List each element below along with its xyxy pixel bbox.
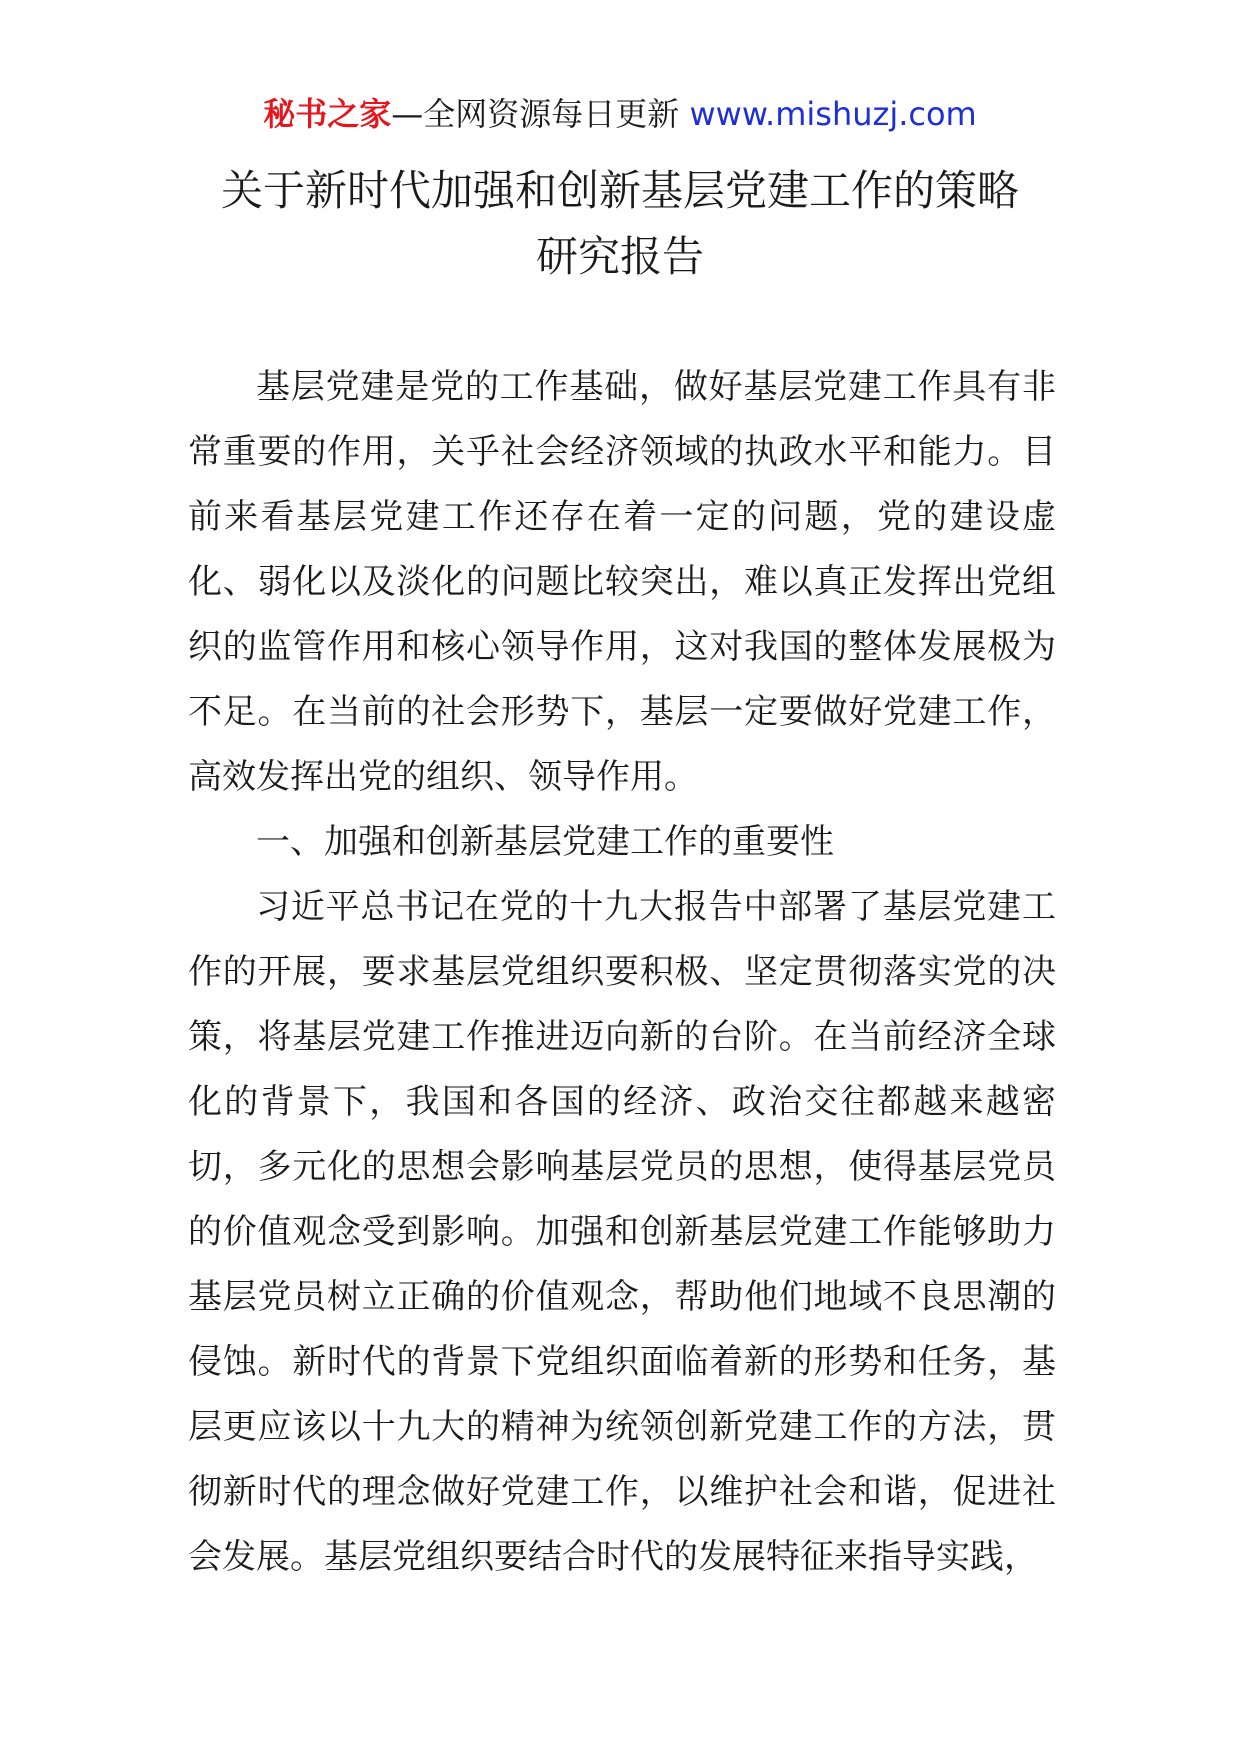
paragraph-intro: 基层党建是党的工作基础，做好基层党建工作具有非常重要的作用，关乎社会经济领域的执政水平和能力。目前来看基层党建工作还存在着一定的问题，党的建设虚化、弱化以及淡化的问题比较突出，难以真正发挥出党组织的监管作用和核心领导作用，这对我国的整体发展极为不足。在当前的社会形势下，基层一定要做好党建工作，高效发挥出党的组织、领导作用。 (188, 367, 1056, 797)
section-heading-1: 一、加强和创新基层党建工作的重要性 (256, 822, 834, 862)
title-line-1: 关于新时代加强和创新基层党建工作的策略 (220, 166, 1019, 215)
paragraph-importance: 习近平总书记在党的十九大报告中部署了基层党建工作的开展，要求基层党组织要积极、坚定贯彻落实党的决策，将基层党建工作推进迈向新的台阶。在当前经济全球化的背景下，我国和各国的经济、政治交往都越来越密切，多元化的思想会影响基层党员的思想，使得基层党员的价值观念受到影响。加强和创新基层党建工作能够助力基层党员树立正确的价值观念，帮助他们地域不良思潮的侵蚀。新时代的背景下党组织面临着新的形势和任务，基层更应该以十九大的精神为统领创新党建工作的方法，贯彻新时代的理念做好党建工作，以维护社会和谐，促进社会发展。基层党组织要结合时代的发展特征来指导实践， (188, 887, 1056, 1577)
document-body (188, 355, 1056, 1590)
title-line-2: 研究报告 (535, 232, 704, 281)
site-slogan: —全网资源每日更新 (391, 95, 680, 133)
site-brand: 秘书之家 (263, 95, 392, 133)
site-url-link[interactable]: www.mishuzj.com (689, 95, 977, 133)
document-title (0, 158, 1240, 290)
site-header (0, 92, 1240, 136)
